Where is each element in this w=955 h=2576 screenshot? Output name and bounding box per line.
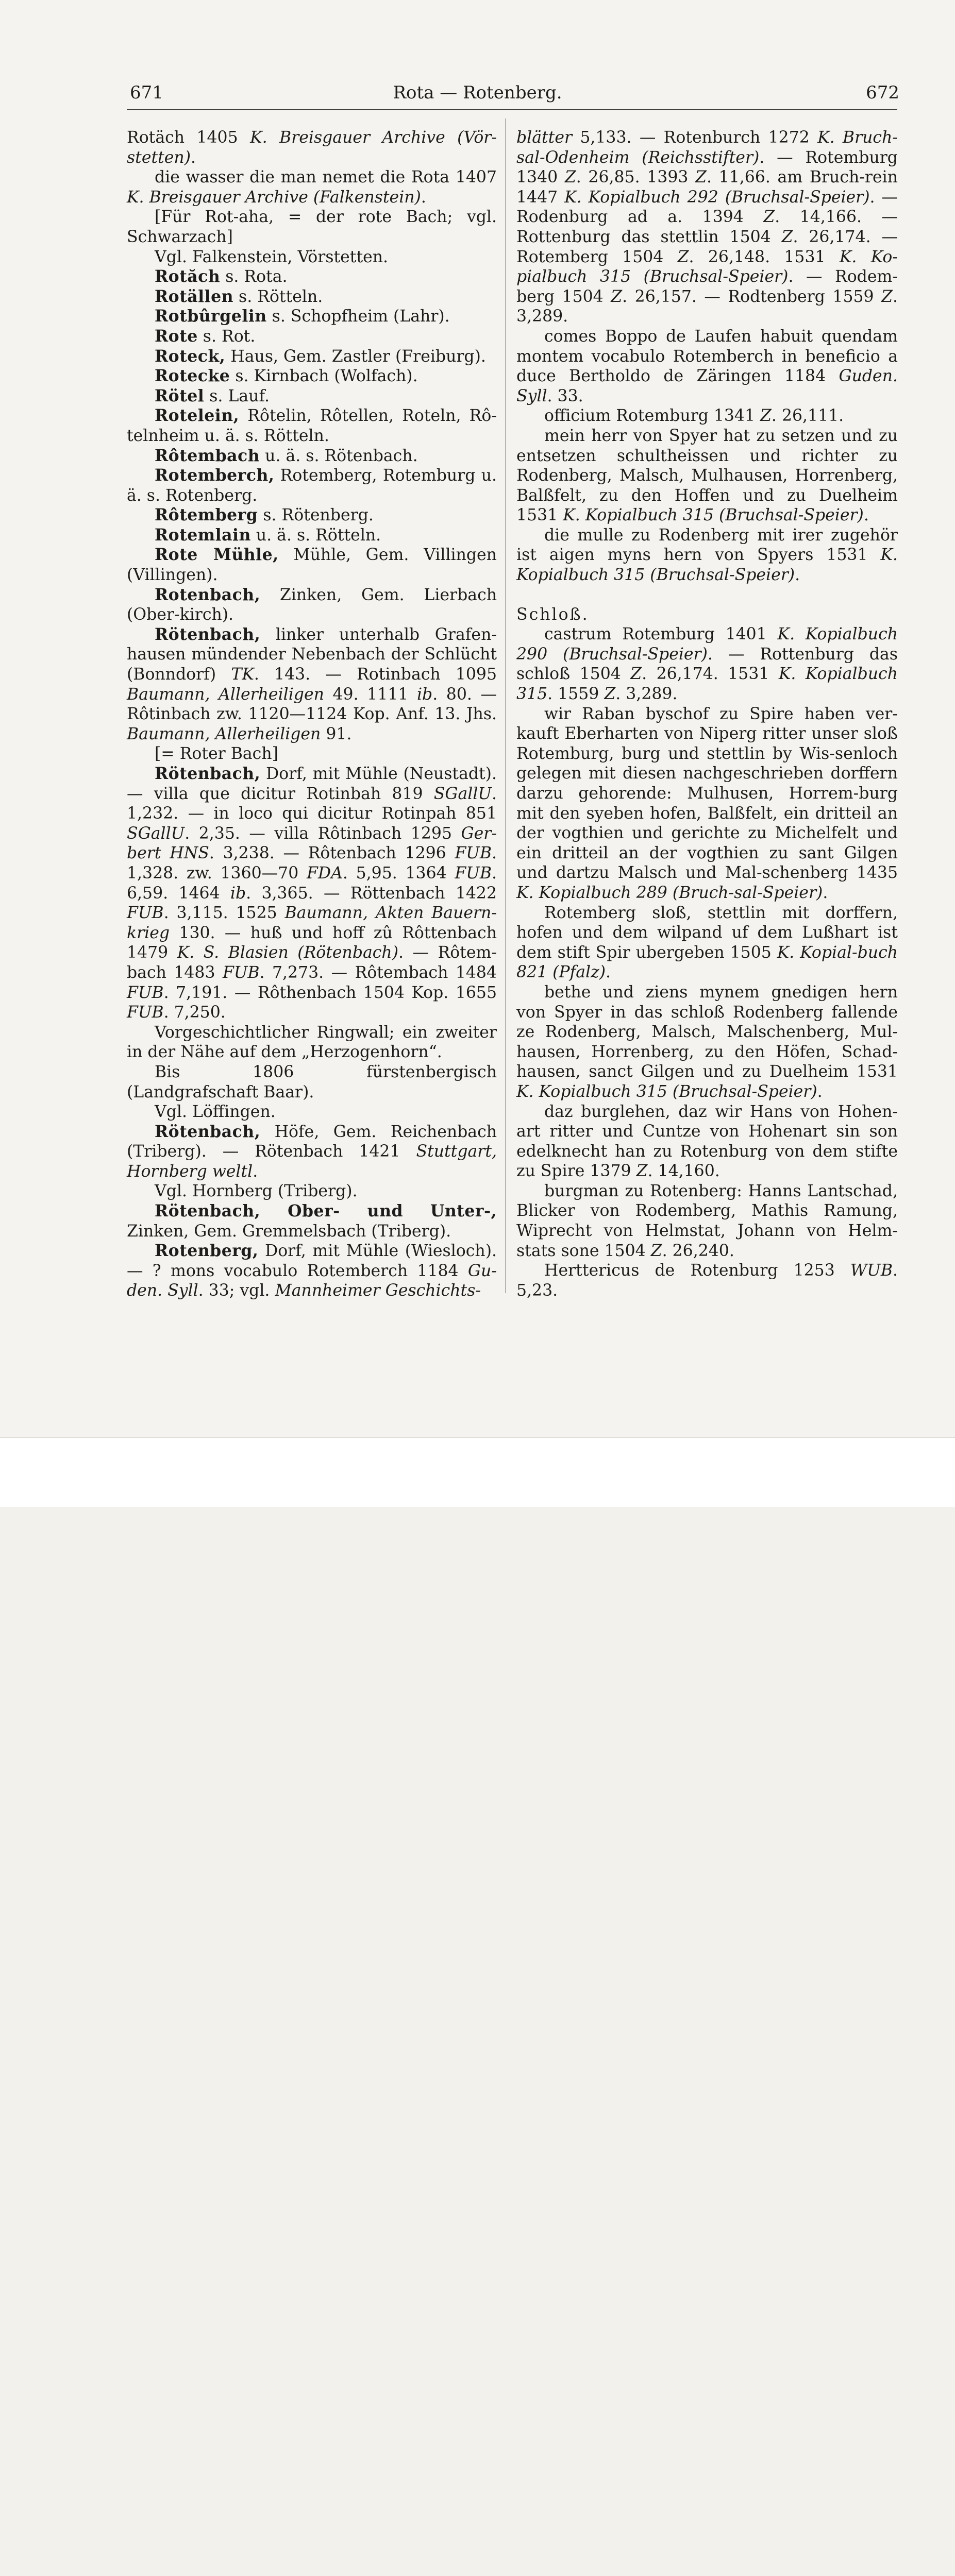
entry-paragraph: Rötenbach, linker unterhalb Grafen-hausen mündender Nebenbach der Schlücht (Bonndorf) TK. 143. — Rotinbach 1095 Baumann, Allerheiligen 49. 1111 ib. 80. — Rôtinbach zw. 1120—1124 Kop. Anf. 13. Jhs. Baumann, Allerheiligen 91. <box>127 624 497 743</box>
page-number-left: 671 <box>130 82 163 103</box>
entry-paragraph: Rotenberg, Dorf, mit Mühle (Wiesloch). — ? mons vocabulo Rotemberch 1184 Gu-den. Syll. 33; vgl. Mannheimer Geschichts- <box>127 1241 497 1300</box>
entry-paragraph: die mulle zu Rodenberg mit irer zugehör ist aigen myns hern von Spyers 1531 K. Kopialbuch 315 (Bruchsal-Speier). <box>516 526 898 585</box>
left-column <box>127 128 497 1301</box>
entry-paragraph: daz burglehen, daz wir Hans von Hohen-art ritter und Cuntze von Hohenart sin son edelknecht han zu Rotenburg von dem stifte zu Spire 1379 Z. 14,160. <box>516 1102 898 1181</box>
entry-paragraph: [Für Rot-aha, = der rote Bach; vgl. Schwarzach] <box>127 208 497 246</box>
entry-paragraph: Rötenbach, Höfe, Gem. Reichenbach (Triberg). — Rötenbach 1421 Stuttgart, Hornberg weltl. <box>127 1122 497 1181</box>
entry-paragraph: [= Roter Bach] <box>155 744 278 764</box>
entry-paragraph: Rotemberg sloß, stettlin mit dorffern, hofen und dem wilpand uf dem Lußhart ist dem stift Spir ubergeben 1505 K. Kopial-buch 821 (Pfalz). <box>516 903 898 982</box>
section-heading: Schloß. <box>516 605 589 624</box>
entry-paragraph: burgman zu Rotenberg: Hanns Lantschad, Blicker von Rodemberg, Mathis Ramung, Wiprecht von Helmstat, Johann von Helm-stats sone 1504 Z. 26,240. <box>516 1181 898 1260</box>
entry-paragraph: Vgl. Löffingen. <box>155 1103 276 1122</box>
entry-paragraph: castrum Rotemburg 1401 K. Kopialbuch 290 (Bruchsal-Speier). — Rottenburg das schloß 1504 Z. 26,174. 1531 K. Kopialbuch 315. 1559 Z. 3,289. <box>516 625 898 704</box>
entry-paragraph: Vgl. Falkenstein, Vörstetten. <box>155 247 389 266</box>
entry-paragraph: Rôtemberg s. Rötenberg. <box>155 505 374 525</box>
running-title: Rota — Rotenberg. <box>393 82 562 103</box>
page-number-right: 672 <box>866 82 899 103</box>
entry-paragraph: bethe und ziens mynem gnedigen hern von Spyer in das schloß Rodenberg fallende ze Rodenberg, Malsch, Malschenberg, Mul-hausen, Horrenberg, zu den Höfen, Schad-hausen, sanct Gilgen und zu Duelheim 1531 K. Kopialbuch 315 (Bruchsal-Speier). <box>516 982 898 1101</box>
viewer-footer <box>0 1437 955 1507</box>
paragraph-gap <box>516 585 898 605</box>
entry-paragraph: Rotemlain u. ä. s. Rötteln. <box>155 525 381 545</box>
entry-paragraph: Rötenbach, Ober- und Unter-, Zinken, Gem. Gremmelsbach (Triberg). <box>127 1201 497 1241</box>
entry-paragraph: Rotällen s. Rötteln. <box>155 286 323 306</box>
header-rule <box>127 109 897 110</box>
entry-paragraph: Rötenbach, Dorf, mit Mühle (Neustadt). — villa que dicitur Rotinbah 819 SGallU. 1,232. — in loco qui dicitur Rotinpah 851 SGallU. 2,35. — villa Rôtinbach 1295 Ger-bert HNS. 3,238. — Rôtenbach 1296 FUB. 1,328. zw. 1360—70 FDA. 5,95. 1364 FUB. 6,59. 1464 ib. 3,365. — Röttenbach 1422 FUB. 3,115. 1525 Baumann, Akten Bauern-krieg 130. — huß und hoff zû Rôttenbach 1479 K. S. Blasien (Rötenbach). — Rôtem-bach 1483 FUB. 7,273. — Rôtembach 1484 FUB. 7,191. — Rôthenbach 1504 Kop. 1655 FUB. 7,250. <box>127 764 497 1022</box>
entry-paragraph: wir Raban byschof zu Spire haben ver-kauft Eberharten von Niperg ritter unser sloß Rotemburg, burg und stettlin by Wis-senloch gelegen mit diesen nachgeschrieben dorffern darzu gehorende: Mulhusen, Horrem-burg mit den syeben hofen, Balßfelt, ein dritteil an der vogthien und gerichte zu Michelfelt und ein dritteil an der vogthien zu sant Gilgen und dartzu Malsch und Mal-schenberg 1435 K. Kopialbuch 289 (Bruch-sal-Speier). <box>516 704 898 902</box>
entry-paragraph: comes Boppo de Laufen habuit quendam montem vocabulo Rotemberch in beneficio a duce Bertholdo de Zäringen 1184 Guden. Syll. 33. <box>516 327 898 405</box>
entry-paragraph: Rotäch 1405 K. Breisgauer Archive (Vör-stetten). <box>127 128 497 167</box>
entry-paragraph: die wasser die man nemet die Rota 1407 K. Breisgauer Archive (Falkenstein). <box>127 168 497 207</box>
entry-paragraph: Vgl. Hornberg (Triberg). <box>155 1182 358 1201</box>
right-column <box>516 128 898 1300</box>
entry-paragraph: Rote Mühle, Mühle, Gem. Villingen (Villingen). <box>127 545 497 585</box>
entry-paragraph: Rotecke s. Kirnbach (Wolfach). <box>155 366 418 386</box>
entry-paragraph: Rotelein, Rôtelin, Rôtellen, Roteln, Rô-telnheim u. ä. s. Rötteln. <box>127 406 497 445</box>
entry-paragraph: officium Rotemburg 1341 Z. 26,111. <box>544 406 844 426</box>
entry-paragraph: mein herr von Spyer hat zu setzen und zu entsetzen schultheissen und richter zu Rodenberg, Malsch, Mulhausen, Horrenberg, Balßfelt, zu den Hoffen und zu Duelheim 1531 K. Kopialbuch 315 (Bruchsal-Speier). <box>516 426 898 525</box>
entry-paragraph: Rotenbach, Zinken, Gem. Lierbach (Ober-kirch). <box>127 585 497 624</box>
entry-paragraph: Rote s. Rot. <box>155 326 256 346</box>
entry-paragraph: Rotemberch, Rotemberg, Rotemburg u. ä. s. Rotenberg. <box>127 466 497 505</box>
entry-paragraph: Rôtembach u. ä. s. Rötenbach. <box>155 446 418 465</box>
entry-paragraph: Vorgeschichtlicher Ringwall; ein zweiter in der Nähe auf dem „Herzogenhorn“. <box>127 1023 497 1062</box>
entry-paragraph: Rotăch s. Rota. <box>155 267 288 286</box>
entry-paragraph: blätter 5,133. — Rotenburch 1272 K. Bruch-sal-Odenheim (Reichsstifter). — Rotemburg 1340 Z. 26,85. 1393 Z. 11,66. am Bruch-rein 1447 K. Kopialbuch 292 (Bruchsal-Speier). — Rodenburg ad a. 1394 Z. 14,166. — Rottenburg das stettlin 1504 Z. 26,174. — Rotemberg 1504 Z. 26,148. 1531 K. Ko-pialbuch 315 (Bruchsal-Speier). — Rodem-berg 1504 Z. 26,157. — Rodtenberg 1559 Z. 3,289. <box>516 128 898 326</box>
entry-paragraph: Herttericus de Rotenburg 1253 WUB. 5,23. <box>516 1261 898 1300</box>
entry-paragraph: Rötel s. Lauf. <box>155 386 270 405</box>
entry-paragraph: Rotbûrgelin s. Schopfheim (Lahr). <box>155 307 450 326</box>
entry-paragraph: Bis 1806 fürstenbergisch (Landgrafschaft Baar). <box>127 1062 497 1101</box>
entry-paragraph: Roteck, Haus, Gem. Zastler (Freiburg). <box>155 346 486 366</box>
